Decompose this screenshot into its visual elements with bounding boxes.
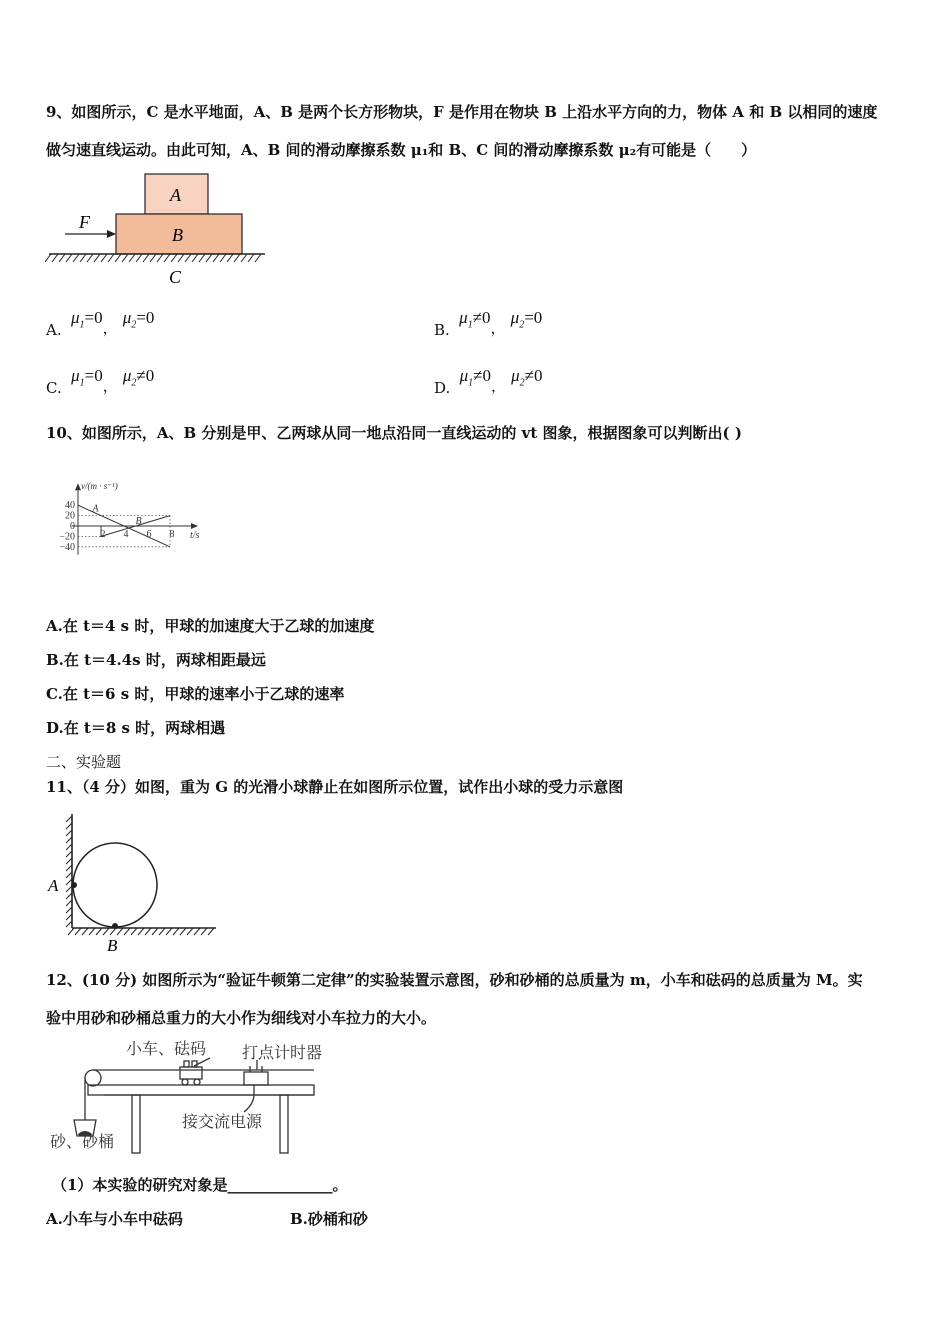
q12-stem-line2: 验中用砂和砂桶总重力的大小作为细线对小车拉力的大小。 — [46, 1009, 437, 1027]
q12-option-b: B.砂桶和砂 — [290, 1210, 368, 1228]
timer — [244, 1072, 268, 1085]
series-label-a: A — [92, 503, 99, 515]
q9-option-d: D. $\mu_1\ne 0$， $\mu_2\ne 0$ — [434, 366, 543, 397]
ground-hatching — [45, 254, 261, 262]
label-a: A — [170, 185, 181, 205]
y-tick-label: 0 — [70, 521, 75, 532]
y-tick-label: 40 — [65, 500, 75, 512]
q12-stem-line1: 12、(10 分) 如图所示为“验证牛顿第二定律”的实验装置示意图，砂和砂桶的总质量为 m，小车和砝码的总质量为 M。实 — [46, 971, 863, 989]
q10-vt-chart — [40, 458, 220, 578]
wall-hatching — [66, 816, 72, 927]
q9-option-b: B. $\mu_1\ne 0$， $\mu_2=0$ — [434, 308, 543, 339]
timer-label: 打点计时器 — [242, 1045, 323, 1062]
q12-apparatus-figure — [44, 1034, 344, 1160]
y-tick-label: 20 — [65, 510, 75, 522]
q9-option-a: A. $\mu_1=0$， $\mu_2=0$ — [46, 308, 155, 339]
force-arrowhead — [107, 230, 116, 238]
x-tick-label: 8 — [169, 529, 175, 540]
label-b: B — [107, 936, 118, 955]
q10-option-a: A.在 t＝4 s 时，甲球的加速度大于乙球的加速度 — [46, 617, 375, 635]
series-label-b: B — [135, 515, 142, 527]
q9-option-c: C. $\mu_1=0$， $\mu_2\ne 0$ — [46, 366, 155, 397]
contact-point-b — [112, 923, 118, 929]
section-title: 二、实验题 — [46, 753, 122, 771]
label-c: C — [169, 267, 182, 287]
x-axis-arrow — [191, 523, 198, 529]
label-b: B — [172, 225, 183, 245]
x-axis-label: t/s — [190, 530, 200, 541]
ball — [73, 843, 157, 927]
board — [88, 1085, 314, 1095]
label-a: A — [48, 876, 59, 895]
y-tick-label: −20 — [59, 531, 75, 543]
q10-option-c: C.在 t＝6 s 时，甲球的速率小于乙球的速率 — [46, 685, 345, 703]
label-f: F — [79, 212, 90, 232]
sand-label: 砂、砂桶 — [50, 1134, 115, 1151]
cart-label: 小车、砝码 — [126, 1041, 207, 1058]
x-tick-label: 2 — [100, 529, 106, 540]
pulley — [85, 1070, 101, 1086]
power-label: 接交流电源 — [182, 1114, 263, 1131]
vt-chart-plot — [59, 481, 199, 555]
y-axis-label: v/(m · s⁻¹) — [81, 481, 118, 492]
q11-stem: 11、（4 分）如图，重为 G 的光滑小球静止在如图所示位置，试作出小球的受力示意图 — [46, 778, 624, 796]
q10-option-d: D.在 t＝8 s 时，两球相遇 — [46, 719, 226, 737]
cart — [180, 1067, 202, 1079]
q12-option-a: A.小车与小车中砝码 — [46, 1210, 183, 1228]
q11-ball-figure — [44, 810, 224, 958]
floor-hatching — [68, 928, 214, 935]
q10-option-b: B.在 t＝4.4s 时，两球相距最远 — [46, 651, 266, 669]
x-tick-label: 6 — [146, 529, 152, 540]
power-wire — [244, 1085, 254, 1112]
q9-block-figure — [45, 168, 270, 288]
q10-stem: 10、如图所示，A、B 分别是甲、乙两球从同一地点沿同一直线运动的 vt 图象，根据图象可以判断出( ) — [46, 424, 742, 442]
q9-stem-line1: 9、如图所示，C 是水平地面，A、B 是两个长方形物块，F 是作用在物块 B 上沿水平方向的力，物体 A 和 B 以相同的速度 — [46, 103, 878, 121]
q12-sub1: （1）本实验的研究对象是______________。 — [52, 1176, 348, 1194]
table-leg-left — [132, 1095, 140, 1153]
contact-point-a — [71, 882, 77, 888]
y-tick-label: −40 — [59, 541, 75, 553]
table-leg-right — [280, 1095, 288, 1153]
x-tick-label: 4 — [123, 529, 129, 540]
q9-stem-line2: 做匀速直线运动。由此可知，A、B 间的滑动摩擦系数 μ₁和 B、C 间的滑动摩擦系数 μ₂有可能是（ ） — [46, 141, 757, 159]
